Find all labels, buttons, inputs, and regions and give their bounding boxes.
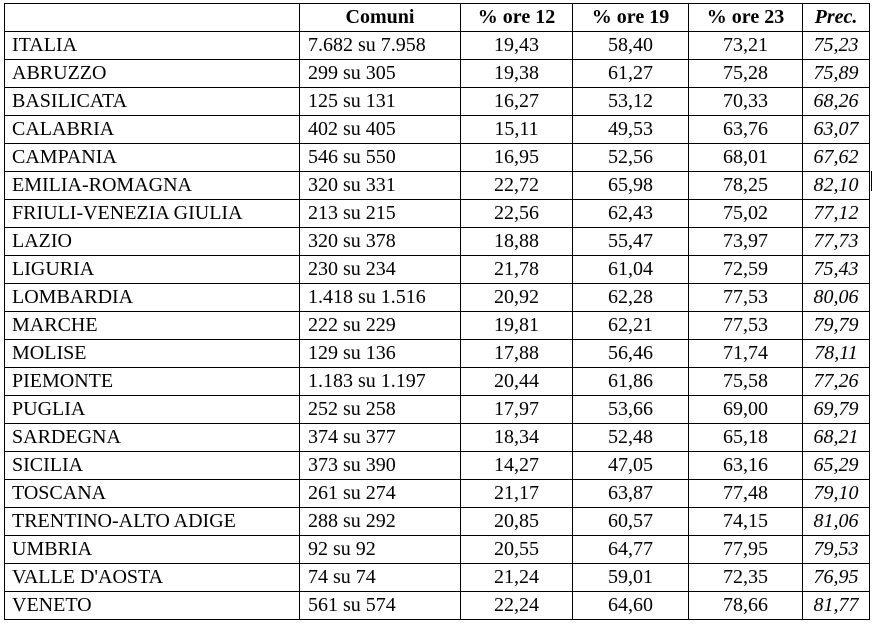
prec-cell: 77,12	[803, 200, 870, 228]
region-cell: SICILIA	[5, 452, 300, 480]
ore-12-cell: 20,92	[461, 284, 573, 312]
ore-23-cell: 75,28	[689, 60, 803, 88]
comuni-cell: 320 su 331	[300, 172, 461, 200]
ore-19-cell: 64,77	[573, 536, 689, 564]
ore-19-cell: 47,05	[573, 452, 689, 480]
table-row	[5, 200, 870, 228]
comuni-cell: 288 su 292	[300, 508, 461, 536]
prec-cell: 75,43	[803, 256, 870, 284]
ore-23-cell: 74,15	[689, 508, 803, 536]
ore-23-cell: 73,21	[689, 32, 803, 60]
table-row	[5, 172, 870, 200]
ore-23-cell: 75,02	[689, 200, 803, 228]
region-cell: CALABRIA	[5, 116, 300, 144]
ore-23-cell: 75,58	[689, 368, 803, 396]
ore-19-cell: 52,56	[573, 144, 689, 172]
region-cell: VALLE D'AOSTA	[5, 564, 300, 592]
ore-23-cell: 72,35	[689, 564, 803, 592]
table-row	[5, 424, 870, 452]
table-row	[5, 60, 870, 88]
ore-23-cell: 63,76	[689, 116, 803, 144]
ore-12-cell: 20,44	[461, 368, 573, 396]
ore-12-cell: 17,88	[461, 340, 573, 368]
ore-19-cell: 61,86	[573, 368, 689, 396]
table-row	[5, 508, 870, 536]
ore-12-cell: 19,43	[461, 32, 573, 60]
ore-19-cell: 62,43	[573, 200, 689, 228]
ore-23-cell: 63,16	[689, 452, 803, 480]
prec-cell: 75,89	[803, 60, 870, 88]
ore-19-cell: 58,40	[573, 32, 689, 60]
header-ore-23: % ore 23	[689, 4, 803, 32]
ore-19-cell: 56,46	[573, 340, 689, 368]
prec-cell: 78,11	[803, 340, 870, 368]
ore-23-cell: 71,74	[689, 340, 803, 368]
region-cell: TOSCANA	[5, 480, 300, 508]
region-cell: ABRUZZO	[5, 60, 300, 88]
ore-23-cell: 65,18	[689, 424, 803, 452]
prec-cell: 65,29	[803, 452, 870, 480]
table-row	[5, 116, 870, 144]
header-prec: Prec.	[803, 4, 870, 32]
table-row	[5, 256, 870, 284]
prec-cell: 79,79	[803, 312, 870, 340]
ore-19-cell: 65,98	[573, 172, 689, 200]
ore-23-cell: 78,66	[689, 592, 803, 620]
table-row	[5, 536, 870, 564]
ore-23-cell: 70,33	[689, 88, 803, 116]
prec-cell: 81,06	[803, 508, 870, 536]
region-cell: VENETO	[5, 592, 300, 620]
ore-12-cell: 22,72	[461, 172, 573, 200]
comuni-cell: 213 su 215	[300, 200, 461, 228]
prec-cell: 76,95	[803, 564, 870, 592]
region-cell: UMBRIA	[5, 536, 300, 564]
region-cell: MOLISE	[5, 340, 300, 368]
region-cell: TRENTINO-ALTO ADIGE	[5, 508, 300, 536]
prec-cell: 67,62	[803, 144, 870, 172]
ore-23-cell: 77,53	[689, 312, 803, 340]
comuni-cell: 546 su 550	[300, 144, 461, 172]
cursor-mark	[871, 171, 872, 191]
comuni-cell: 261 su 274	[300, 480, 461, 508]
ore-19-cell: 53,12	[573, 88, 689, 116]
ore-19-cell: 59,01	[573, 564, 689, 592]
comuni-cell: 92 su 92	[300, 536, 461, 564]
table-row	[5, 340, 870, 368]
table-row	[5, 144, 870, 172]
ore-12-cell: 21,17	[461, 480, 573, 508]
ore-12-cell: 19,38	[461, 60, 573, 88]
comuni-cell: 230 su 234	[300, 256, 461, 284]
prec-cell: 77,73	[803, 228, 870, 256]
region-cell: CAMPANIA	[5, 144, 300, 172]
prec-cell: 80,06	[803, 284, 870, 312]
ore-23-cell: 69,00	[689, 396, 803, 424]
region-cell: ITALIA	[5, 32, 300, 60]
comuni-cell: 7.682 su 7.958	[300, 32, 461, 60]
ore-12-cell: 16,27	[461, 88, 573, 116]
comuni-cell: 74 su 74	[300, 564, 461, 592]
ore-23-cell: 73,97	[689, 228, 803, 256]
ore-12-cell: 18,34	[461, 424, 573, 452]
header-ore-12: % ore 12	[461, 4, 573, 32]
table-row	[5, 228, 870, 256]
table-row	[5, 312, 870, 340]
comuni-cell: 222 su 229	[300, 312, 461, 340]
region-cell: LOMBARDIA	[5, 284, 300, 312]
comuni-cell: 125 su 131	[300, 88, 461, 116]
prec-cell: 75,23	[803, 32, 870, 60]
prec-cell: 82,10	[803, 172, 870, 200]
prec-cell: 63,07	[803, 116, 870, 144]
ore-19-cell: 61,27	[573, 60, 689, 88]
ore-12-cell: 15,11	[461, 116, 573, 144]
ore-12-cell: 18,88	[461, 228, 573, 256]
prec-cell: 81,77	[803, 592, 870, 620]
ore-19-cell: 61,04	[573, 256, 689, 284]
region-cell: MARCHE	[5, 312, 300, 340]
region-cell: SARDEGNA	[5, 424, 300, 452]
region-cell: PUGLIA	[5, 396, 300, 424]
ore-19-cell: 53,66	[573, 396, 689, 424]
header-comuni: Comuni	[300, 4, 461, 32]
ore-23-cell: 68,01	[689, 144, 803, 172]
region-cell: LIGURIA	[5, 256, 300, 284]
comuni-cell: 1.418 su 1.516	[300, 284, 461, 312]
table-row	[5, 284, 870, 312]
table-body	[5, 32, 870, 620]
ore-12-cell: 21,78	[461, 256, 573, 284]
region-cell: LAZIO	[5, 228, 300, 256]
comuni-cell: 299 su 305	[300, 60, 461, 88]
ore-23-cell: 78,25	[689, 172, 803, 200]
ore-19-cell: 60,57	[573, 508, 689, 536]
prec-cell: 69,79	[803, 396, 870, 424]
comuni-cell: 320 su 378	[300, 228, 461, 256]
ore-23-cell: 77,95	[689, 536, 803, 564]
ore-23-cell: 77,53	[689, 284, 803, 312]
prec-cell: 79,53	[803, 536, 870, 564]
table-row	[5, 368, 870, 396]
ore-19-cell: 49,53	[573, 116, 689, 144]
comuni-cell: 252 su 258	[300, 396, 461, 424]
ore-12-cell: 17,97	[461, 396, 573, 424]
ore-19-cell: 63,87	[573, 480, 689, 508]
comuni-cell: 374 su 377	[300, 424, 461, 452]
ore-12-cell: 19,81	[461, 312, 573, 340]
comuni-cell: 402 su 405	[300, 116, 461, 144]
comuni-cell: 373 su 390	[300, 452, 461, 480]
table-header	[5, 4, 870, 32]
table-row	[5, 564, 870, 592]
prec-cell: 68,26	[803, 88, 870, 116]
ore-12-cell: 14,27	[461, 452, 573, 480]
header-row	[5, 4, 870, 32]
region-cell: BASILICATA	[5, 88, 300, 116]
ore-12-cell: 22,56	[461, 200, 573, 228]
ore-19-cell: 64,60	[573, 592, 689, 620]
ore-12-cell: 20,85	[461, 508, 573, 536]
ore-12-cell: 22,24	[461, 592, 573, 620]
region-cell: FRIULI-VENEZIA GIULIA	[5, 200, 300, 228]
comuni-cell: 1.183 su 1.197	[300, 368, 461, 396]
ore-23-cell: 72,59	[689, 256, 803, 284]
table-row	[5, 396, 870, 424]
prec-cell: 79,10	[803, 480, 870, 508]
ore-12-cell: 16,95	[461, 144, 573, 172]
ore-19-cell: 62,21	[573, 312, 689, 340]
region-cell: PIEMONTE	[5, 368, 300, 396]
ore-19-cell: 62,28	[573, 284, 689, 312]
comuni-cell: 561 su 574	[300, 592, 461, 620]
table-row	[5, 452, 870, 480]
ore-19-cell: 52,48	[573, 424, 689, 452]
region-cell: EMILIA-ROMAGNA	[5, 172, 300, 200]
table-row	[5, 88, 870, 116]
prec-cell: 77,26	[803, 368, 870, 396]
ore-23-cell: 77,48	[689, 480, 803, 508]
table-row	[5, 592, 870, 620]
header-region	[5, 4, 300, 32]
table-row	[5, 480, 870, 508]
ore-19-cell: 55,47	[573, 228, 689, 256]
turnout-table	[4, 3, 870, 620]
comuni-cell: 129 su 136	[300, 340, 461, 368]
ore-12-cell: 20,55	[461, 536, 573, 564]
header-ore-19: % ore 19	[573, 4, 689, 32]
table-row	[5, 32, 870, 60]
ore-12-cell: 21,24	[461, 564, 573, 592]
prec-cell: 68,21	[803, 424, 870, 452]
